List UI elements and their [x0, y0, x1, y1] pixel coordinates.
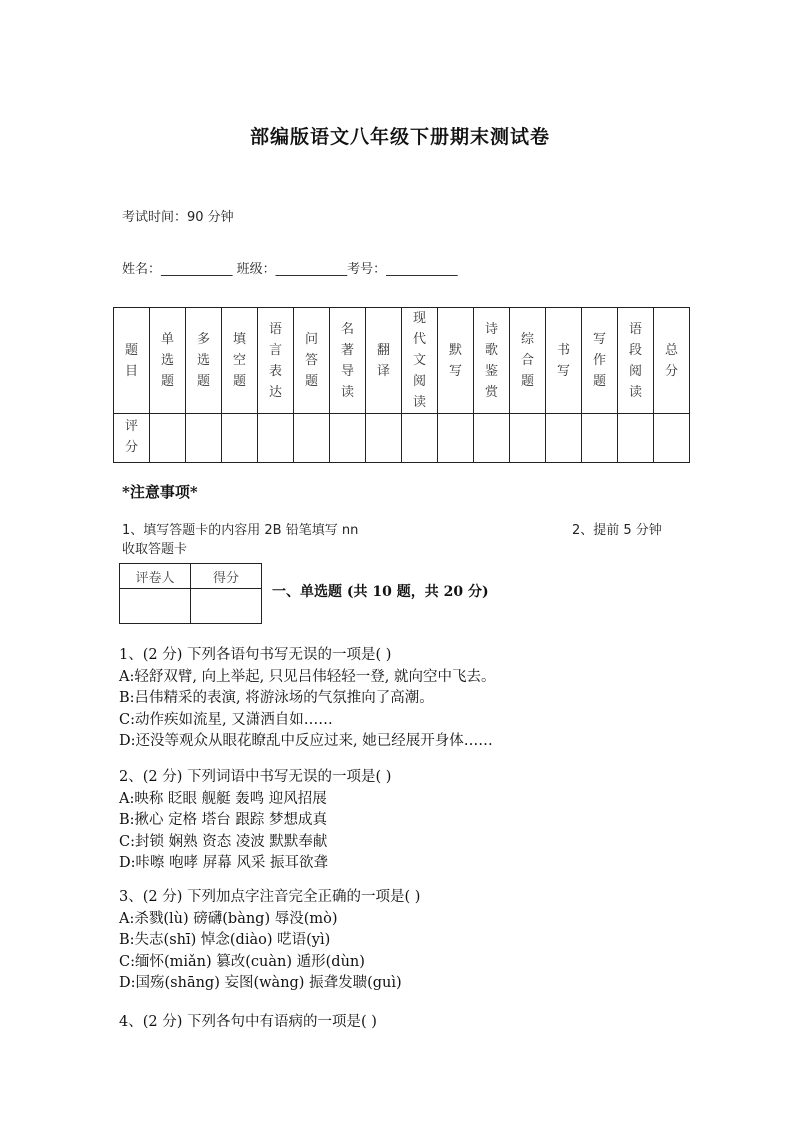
score-header-label: 语段阅读	[628, 321, 642, 400]
grader-cell[interactable]	[120, 589, 191, 624]
question-1	[119, 645, 496, 753]
score-input-cell[interactable]	[582, 414, 618, 463]
score-header-label: 单选题	[160, 332, 174, 389]
option-d[interactable]: D:国殇(shāng) 妄图(wàng) 振聋发聩(guì)	[119, 975, 402, 991]
option-d[interactable]: D:咔嚓 咆哮 屏幕 风采 振耳欲聋	[119, 855, 328, 871]
score-header-label: 题目	[124, 342, 138, 379]
score-header-cell	[546, 308, 582, 414]
score-input-cell[interactable]	[294, 414, 330, 463]
score-input-cell[interactable]	[438, 414, 474, 463]
option-a[interactable]: A:轻舒双臂, 向上举起, 只见吕伟轻轻一登, 就向空中飞去。	[119, 668, 496, 685]
score-header-cell	[294, 308, 330, 414]
score-input-cell[interactable]	[150, 414, 186, 463]
score-header-cell	[402, 308, 438, 414]
score-header-label: 翻译	[376, 342, 390, 379]
score-header-cell	[114, 308, 150, 414]
option-c[interactable]: C:封锁 娴熟 资态 凌波 默默奉献	[119, 833, 328, 850]
score-input-cell[interactable]	[330, 414, 366, 463]
score-header-cell	[330, 308, 366, 414]
score-header-label: 写作题	[592, 332, 606, 389]
grader-table	[119, 563, 262, 624]
score-header-label: 语言表达	[268, 321, 282, 400]
note-item-2: 2、提前 5 分钟	[572, 523, 662, 538]
score-header-label: 默写	[448, 342, 462, 379]
score-input-cell[interactable]	[258, 414, 294, 463]
score-header-cell	[474, 308, 510, 414]
option-a[interactable]: A:映称 眨眼 舰艇 轰鸣 迎风招展	[119, 790, 327, 807]
score-header-cell	[654, 308, 690, 414]
score-header-cell	[510, 308, 546, 414]
question-4	[119, 1012, 377, 1034]
exam-time: 考试时间：90 分钟	[122, 210, 234, 225]
score-header-cell	[186, 308, 222, 414]
score-header-label: 综合题	[520, 332, 534, 389]
score-input-cell[interactable]	[654, 414, 690, 463]
score-cell[interactable]	[191, 589, 262, 624]
score-input-cell[interactable]	[618, 414, 654, 463]
section-heading: 一、单选题 (共 10 题，共 20 分)	[272, 584, 489, 600]
score-header-label: 诗歌鉴赏	[484, 321, 498, 400]
score-input-cell[interactable]	[222, 414, 258, 463]
score-input-cell[interactable]	[546, 414, 582, 463]
note-item-1: 1、填写答题卡的内容用 2B 铅笔填写 nn	[122, 523, 359, 538]
option-a[interactable]: A:杀戮(lù) 磅礴(bàng) 辱没(mò)	[119, 910, 338, 927]
score-row-label-text: 评分	[124, 419, 138, 455]
option-b[interactable]: B:揪心 定格 塔台 跟踪 梦想成真	[119, 812, 327, 828]
question-stem: 3、(2 分) 下列加点字注音完全正确的一项是( )	[119, 889, 421, 905]
score-input-cell[interactable]	[510, 414, 546, 463]
option-c[interactable]: C:缅怀(miǎn) 篡改(cuàn) 遁形(dùn)	[119, 953, 365, 970]
question-2	[119, 767, 391, 875]
option-b[interactable]: B:失志(shī) 悼念(diào) 呓语(yì)	[119, 932, 331, 948]
score-input-cell[interactable]	[474, 414, 510, 463]
score-input-cell[interactable]	[402, 414, 438, 463]
score-header: 得分	[191, 564, 262, 589]
score-input-cell[interactable]	[366, 414, 402, 463]
score-row-label	[114, 414, 150, 463]
question-3	[119, 887, 420, 995]
score-header-cell	[258, 308, 294, 414]
score-header-label: 名著导读	[340, 321, 354, 400]
question-stem: 4、(2 分) 下列各句中有语病的一项是( )	[119, 1014, 377, 1030]
question-stem: 1、(2 分) 下列各语句书写无误的一项是( )	[119, 647, 392, 663]
question-stem: 2、(2 分) 下列词语中书写无误的一项是( )	[119, 769, 392, 785]
note-item-2-continued: 收取答题卡	[122, 542, 188, 557]
score-header-cell	[438, 308, 474, 414]
score-header-label: 总分	[664, 342, 678, 379]
page-title: 部编版语文八年级下册期末测试卷	[249, 126, 550, 148]
student-info-line: 姓名：___________ 班级：___________考号：___________	[122, 262, 458, 277]
score-header-cell	[582, 308, 618, 414]
score-header-cell	[222, 308, 258, 414]
grader-header: 评卷人	[120, 564, 191, 589]
score-header-label: 书写	[556, 342, 570, 379]
option-c[interactable]: C:动作疾如流星, 又潇洒自如……	[119, 711, 333, 728]
score-input-cell[interactable]	[186, 414, 222, 463]
score-header-cell	[618, 308, 654, 414]
score-header-label: 问答题	[304, 332, 318, 389]
score-table	[113, 307, 690, 463]
score-header-label: 填空题	[232, 332, 246, 389]
score-header-cell	[366, 308, 402, 414]
option-d[interactable]: D:还没等观众从眼花瞭乱中反应过来, 她已经展开身体……	[119, 733, 493, 749]
score-header-label: 现代文阅读	[412, 311, 426, 410]
score-header-cell	[150, 308, 186, 414]
notes-title: *注意事项*	[122, 483, 198, 501]
option-b[interactable]: B:吕伟精采的表演, 将游泳场的气氛推向了高潮。	[119, 690, 434, 706]
score-header-label: 多选题	[196, 332, 210, 389]
